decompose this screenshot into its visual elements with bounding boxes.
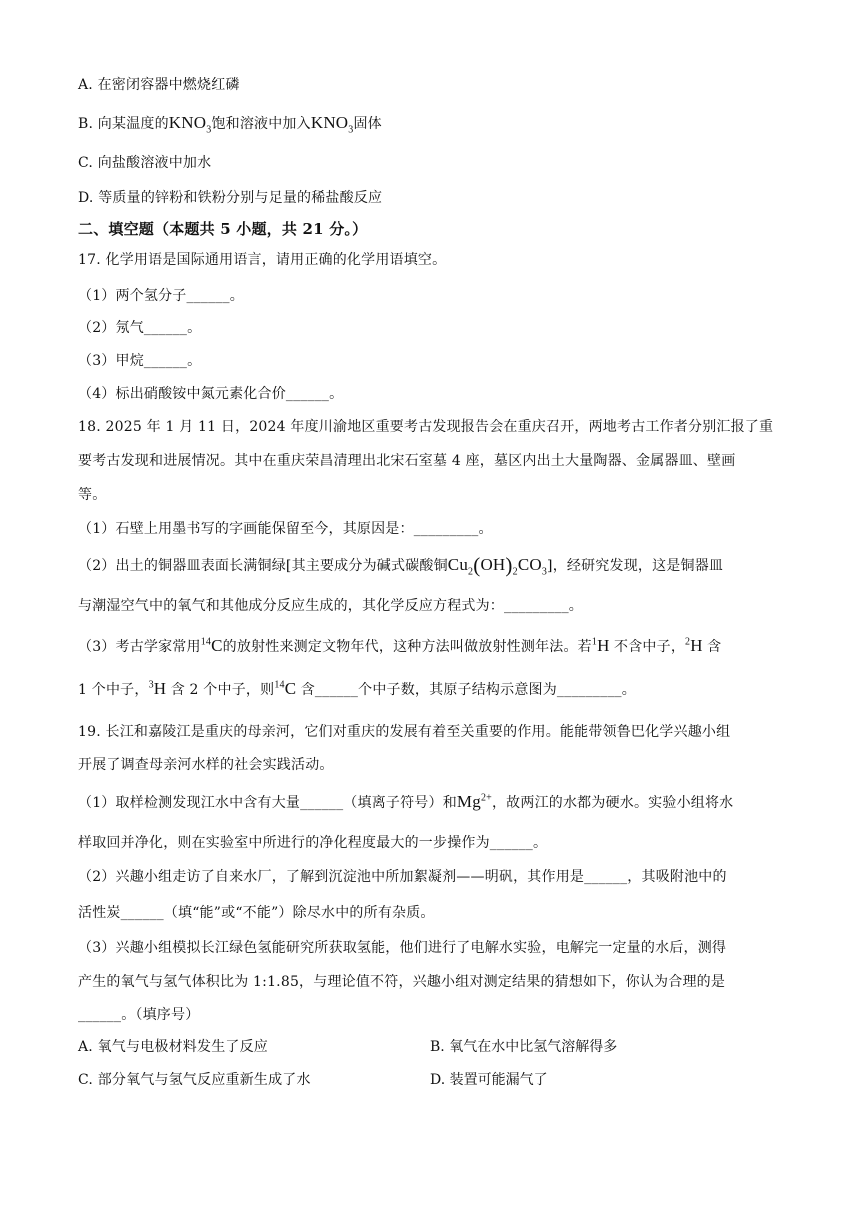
hydrogen-3-symbol: $^3$H (148, 679, 171, 698)
q18-part3b-pre: 1 个中子， (78, 682, 149, 698)
q16-option-c: C. 向盐酸溶液中加水 (78, 155, 212, 171)
q19-option-d: D. 装置可能漏气了 (430, 1072, 548, 1088)
q19-part1-post: ，故两江的水都为硬水。实验小组将水 (491, 795, 734, 811)
q16-option-b-pre: B. 向某温度的 (78, 116, 169, 132)
q16-option-a: A. 在密闭容器中燃烧红磷 (78, 77, 240, 93)
q19-part3-line2: 产生的氧气与氢气体积比为 1:1.85，与理论值不符，兴趣小组对测定结果的猜想如下，你认为合理的是 (78, 974, 726, 990)
q18-part3-pre: （3）考古学家常用 (78, 639, 201, 655)
q18-part2-line1 (78, 553, 723, 578)
hydrogen-1-symbol: $^1$H (591, 636, 615, 655)
q19-part2-line1: （2）兴趣小组走访了自来水厂，了解到沉淀池中所加絮凝剂——明矾，其作用是______，其吸附池中的 (78, 869, 727, 885)
q19-option-b: B. 氧气在水中比氢气溶解得多 (430, 1039, 618, 1055)
q18-part3-mid2: 不含中子， (614, 639, 686, 655)
q19-part3-line1: （3）兴趣小组模拟长江绿色氢能研究所获取氢能，他们进行了电解水实验，电解完一定量的水后，测得 (78, 940, 727, 956)
q16-option-b (78, 113, 382, 135)
q19-part2-line2: 活性炭______（填“能”或“不能”）除尽水中的所有杂质。 (78, 905, 435, 921)
q18-part3-line1 (78, 636, 721, 656)
q19-part3-line3: ______。（填序号） (78, 1007, 200, 1023)
q18-stem-line2: 要考古发现和进展情况。其中在重庆荣昌清理出北宋石室墓 4 座，墓区内出土大量陶器、金属器皿、壁画 (78, 453, 736, 469)
carbon-14-symbol: $^{14}$C (274, 679, 301, 698)
q19-stem-line1: 19. 长江和嘉陵江是重庆的母亲河，它们对重庆的发展有着至关重要的作用。能能带领鲁巴化学兴趣小组 (78, 724, 731, 740)
section-title: 二、填空题（本题共 5 小题，共 21 分。） (78, 220, 368, 238)
hydrogen-2-symbol: $^2$H (685, 636, 708, 655)
magnesium-ion-symbol: $Mg^{2+}$ (456, 792, 492, 811)
q18-part2-pre: （2）出土的铜器皿表面长满铜绿[其主要成分为碱式碳酸铜 (78, 558, 448, 574)
q16-option-b-mid: 饱和溶液中加入 (211, 116, 311, 132)
q18-part2-line2: 与潮湿空气中的氧气和其他成分反应生成的，其化学反应方程式为：_________。 (78, 598, 583, 614)
q18-part3-line2 (78, 679, 636, 699)
q19-part1-line2: 样取回并净化，则在实验室中所进行的净化程度最大的一步操作为______。 (78, 835, 548, 851)
q18-part3b-post: 含______个中子数，其原子结构示意图为_________。 (300, 682, 636, 698)
q18-part3-mid: 的放射性来测定文物年代，这种方法叫做放射性测年法。若 (222, 639, 592, 655)
q17-part1: （1）两个氢分子______。 (78, 288, 244, 304)
q16-option-b-post: 固体 (353, 116, 382, 132)
carbon-14-symbol: $^{14}$C (200, 636, 223, 655)
q18-stem-line1: 18. 2025 年 1 月 11 日，2024 年度川渝地区重要考古发现报告会在重庆召开，两地考古工作者分别汇报了重 (78, 419, 774, 435)
q18-part3-post: 含 (707, 639, 722, 655)
q17-part3: （3）甲烷______。 (78, 353, 202, 369)
q17-stem: 17. 化学用语是国际通用语言，请用正确的化学用语填空。 (78, 252, 447, 268)
q16-option-d: D. 等质量的锌粉和铁粉分别与足量的稀盐酸反应 (78, 190, 383, 206)
q19-option-c: C. 部分氧气与氢气反应重新生成了水 (78, 1072, 311, 1088)
q19-option-a: A. 氧气与电极材料发生了反应 (78, 1039, 269, 1055)
q19-part1-pre: （1）取样检测发现江水中含有大量______（填离子符号）和 (78, 795, 457, 811)
q18-stem-line3: 等。 (78, 487, 107, 503)
q19-stem-line2: 开展了调查母亲河水样的社会实践活动。 (78, 757, 334, 773)
q17-part4: （4）标出硝酸铵中氮元素化合价______。 (78, 386, 344, 402)
q19-part1-line1 (78, 792, 733, 812)
q18-part3b-mid: 含 2 个中子，则 (170, 682, 275, 698)
q18-part1: （1）石壁上用墨书写的字画能保留至今，其原因是：_________。 (78, 521, 493, 537)
q17-part2: （2）氖气______。 (78, 320, 202, 336)
kno3-formula: $KNO_3$ (168, 113, 212, 136)
q18-part2-post: ]，经研究发现，这是铜器皿 (547, 558, 724, 574)
kno3-formula: $KNO_3$ (310, 113, 354, 136)
basic-copper-carbonate-formula: $Cu_2(OH)_2CO_3$ (447, 553, 548, 578)
